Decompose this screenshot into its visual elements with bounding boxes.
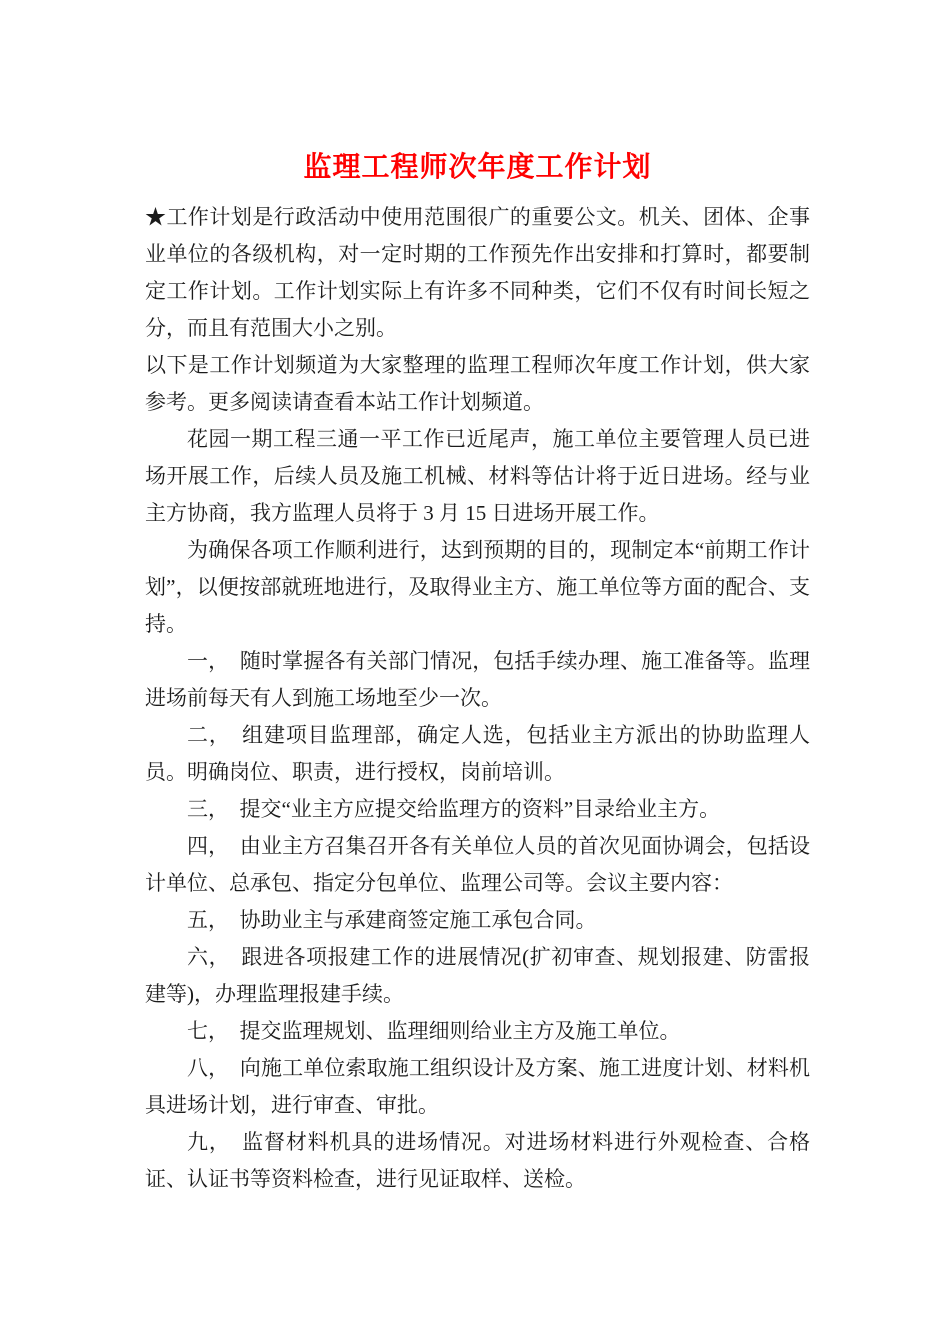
paragraph-purpose: 为确保各项工作顺利进行，达到预期的目的，现制定本“前期工作计划”，以便按部就班地进行，及取得业主方、施工单位等方面的配合、支持。 — [145, 538, 810, 636]
paragraph-project: 花园一期工程三通一平工作已近尾声，施工单位主要管理人员已进场开展工作，后续人员及施工机械、材料等估计将于近日进场。经与业主方协商，我方监理人员将于 3 月 15 日进场开展工作。 — [145, 427, 810, 525]
list-item-7: 七， 提交监理规划、监理细则给业主方及施工单位。 — [187, 1019, 681, 1043]
list-item-9: 九， 监督材料机具的进场情况。对进场材料进行外观检查、合格证、认证书等资料检查，进行见证取样、送检。 — [145, 1130, 810, 1191]
list-item-4: 四， 由业主方召集召开各有关单位人员的首次见面协调会，包括设计单位、总承包、指定分包单位、监理公司等。会议主要内容： — [145, 834, 810, 895]
document-body — [145, 199, 810, 1198]
document-title: 监理工程师次年度工作计划 — [303, 151, 652, 182]
list-item-2: 二， 组建项目监理部，确定人选，包括业主方派出的协助监理人员。明确岗位、职责，进行授权，岗前培训。 — [145, 723, 810, 784]
list-item-5: 五， 协助业主与承建商签定施工承包合同。 — [187, 908, 597, 932]
list-item-3: 三， 提交“业主方应提交给监理方的资料”目录给业主方。 — [187, 797, 721, 821]
paragraph-intro-2: 以下是工作计划频道为大家整理的监理工程师次年度工作计划，供大家参考。更多阅读请查看本站工作计划频道。 — [145, 353, 810, 414]
list-item-8: 八， 向施工单位索取施工组织设计及方案、施工进度计划、材料机具进场计划，进行审查、审批。 — [145, 1056, 810, 1117]
list-item-1: 一， 随时掌握各有关部门情况，包括手续办理、施工准备等。监理进场前每天有人到施工场地至少一次。 — [145, 649, 810, 710]
list-item-6: 六， 跟进各项报建工作的进展情况(扩初审查、规划报建、防雷报建等)，办理监理报建手续。 — [145, 945, 810, 1006]
paragraph-intro-1: ★工作计划是行政活动中使用范围很广的重要公文。机关、团体、企事业单位的各级机构，对一定时期的工作预先作出安排和打算时，都要制定工作计划。工作计划实际上有许多不同种类，它们不仅有时间长短之分，而且有范围大小之别。 — [145, 205, 810, 340]
